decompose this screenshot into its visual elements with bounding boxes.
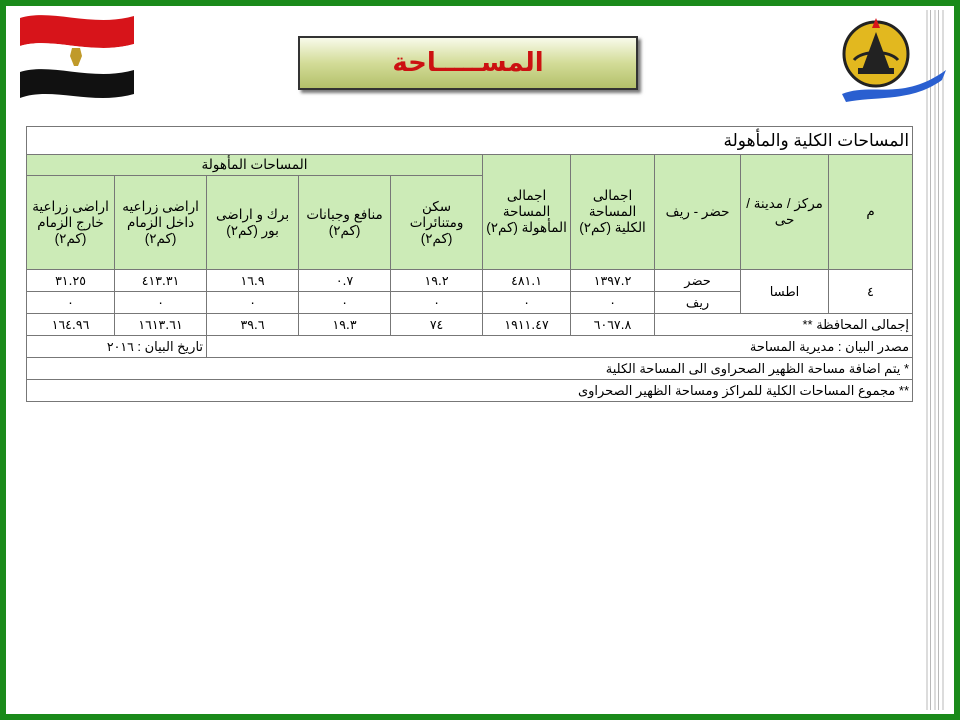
header-agri-inside: اراضى زراعيه داخل الزمام (كم٢) [115, 176, 207, 270]
agri-inside-value: ٤١٣.٣١ [115, 270, 207, 292]
header-ponds: برك و اراضى بور (كم٢) [207, 176, 299, 270]
header-inhabited-group: المساحات المأهولة [27, 155, 483, 176]
title-box [298, 36, 638, 90]
decorative-stripe [926, 10, 946, 710]
header-m: م [829, 155, 913, 270]
agri-inside-value: ٠ [115, 292, 207, 314]
utilities-value: ٠.٧ [299, 270, 391, 292]
housing-value: ١٩.٢ [391, 270, 483, 292]
slide-title: المســـــاحة [392, 48, 544, 78]
table-row [27, 270, 913, 292]
area-table [26, 126, 913, 402]
date-cell [27, 336, 207, 358]
ponds-value: ٠ [207, 292, 299, 314]
row-type: حضر [655, 270, 741, 292]
utilities-value: ٠ [299, 292, 391, 314]
agri-outside-value: ٠ [27, 292, 115, 314]
agri-outside-value: ١٦٤.٩٦ [27, 314, 115, 336]
total-inhabited-value: ٤٨١.١ [483, 270, 571, 292]
row-type: ريف [655, 292, 741, 314]
governorate-logo-icon [832, 10, 948, 106]
agri-outside-value: ٣١.٢٥ [27, 270, 115, 292]
egypt-flag-icon [12, 6, 142, 102]
table-title: المساحات الكلية والمأهولة [27, 127, 913, 155]
agri-inside-value: ١٦١٣.٦١ [115, 314, 207, 336]
total-row [27, 314, 913, 336]
header-housing: سكن ومتنائرات (كم٢) [391, 176, 483, 270]
note-desert: * يتم اضافة مساحة الظهير الصحراوى الى المساحة الكلية [27, 358, 913, 380]
total-area-value: ١٣٩٧.٢ [571, 270, 655, 292]
header-utilities: منافع وجبانات (كم٢) [299, 176, 391, 270]
header-total-inhabited: اجمالى المساحة المأهولة (كم٢) [483, 155, 571, 270]
ponds-value: ١٦.٩ [207, 270, 299, 292]
total-label: إجمالى المحافظة ** [655, 314, 913, 336]
utilities-value: ١٩.٣ [299, 314, 391, 336]
header-center: مركز / مدينة / حى [741, 155, 829, 270]
housing-value: ٧٤ [391, 314, 483, 336]
note-total: ** مجموع المساحات الكلية للمراكز ومساحة الظهير الصحراوى [27, 380, 913, 402]
total-area-value: ٦٠٦٧.٨ [571, 314, 655, 336]
housing-value: ٠ [391, 292, 483, 314]
source-note: مصدر البيان : مديرية المساحة [207, 336, 913, 358]
row-number: ٤ [829, 270, 913, 314]
header-urban-rural: حضر - ريف [655, 155, 741, 270]
date-value: ٢٠١٦ [106, 338, 134, 354]
total-inhabited-value: ١٩١١.٤٧ [483, 314, 571, 336]
total-inhabited-value: ٠ [483, 292, 571, 314]
date-label: تاريخ البيان : [137, 338, 204, 354]
header-total-area: اجمالى المساحة الكلية (كم٢) [571, 155, 655, 270]
ponds-value: ٣٩.٦ [207, 314, 299, 336]
total-area-value: ٠ [571, 292, 655, 314]
header-agri-outside: اراضى زراعية خارج الزمام (كم٢) [27, 176, 115, 270]
center-name: اطسا [741, 270, 829, 314]
